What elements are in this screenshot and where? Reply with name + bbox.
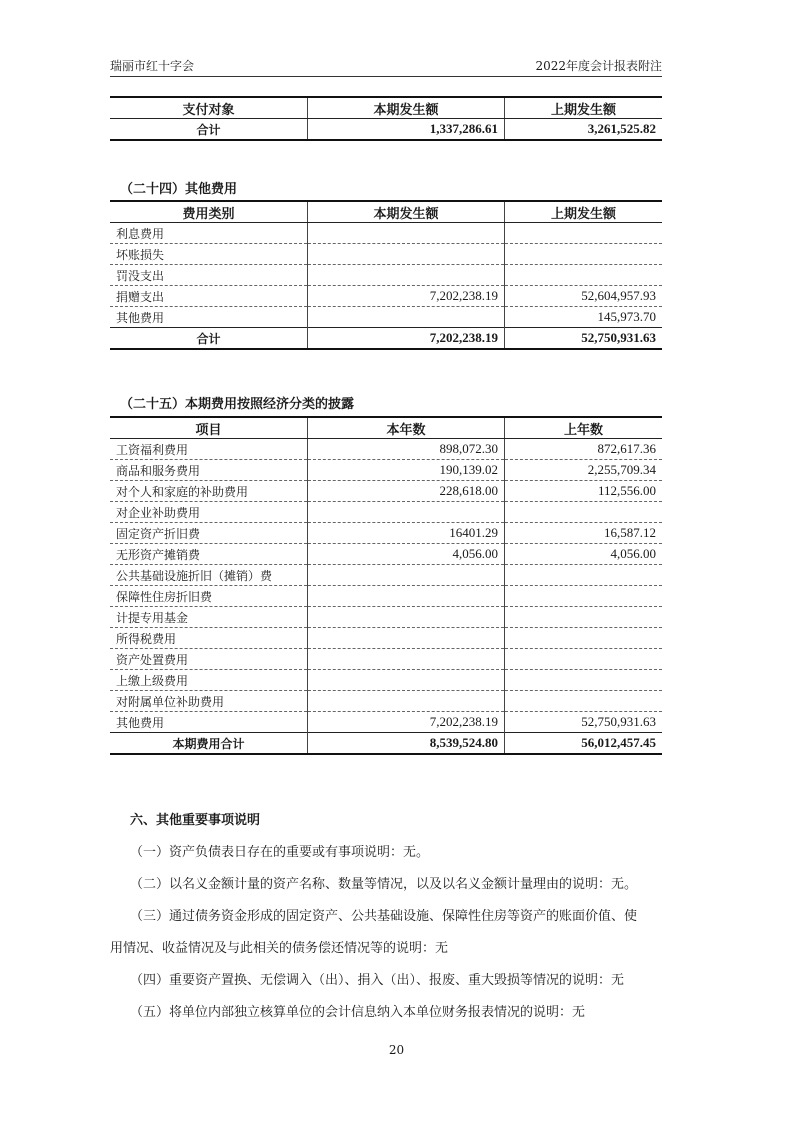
row-prior: [505, 244, 663, 265]
row-prior: [505, 691, 663, 712]
row-label: 捐赠支出: [110, 286, 308, 307]
column-header: 费用类别: [110, 201, 308, 223]
row-prior: 16,587.12: [505, 523, 663, 544]
row-current: [308, 502, 505, 523]
row-current: [308, 265, 505, 286]
table-row: [110, 712, 662, 733]
row-current: [308, 565, 505, 586]
total-prior: 3,261,525.82: [505, 119, 663, 141]
row-label: 对附属单位补助费用: [110, 691, 308, 712]
table-row: [110, 286, 662, 307]
column-header: 本期发生额: [308, 201, 505, 223]
row-current: [308, 244, 505, 265]
row-label: 上缴上级费用: [110, 670, 308, 691]
section-25-title: （二十五）本期费用按照经济分类的披露: [120, 397, 355, 412]
section-24-title: （二十四）其他费用: [120, 182, 238, 197]
total-current: 8,539,524.80: [308, 733, 505, 755]
row-label: 对个人和家庭的补助费用: [110, 481, 308, 502]
total-current: 1,337,286.61: [308, 119, 505, 141]
row-label: 保障性住房折旧费: [110, 586, 308, 607]
row-current: 16401.29: [308, 523, 505, 544]
row-label: 商品和服务费用: [110, 460, 308, 481]
note-item: （四）重要资产置换、无偿调入（出）、捐入（出）、报废、重大毁损等情况的说明：无: [130, 973, 625, 988]
total-label: 本期费用合计: [110, 733, 308, 755]
row-current: 4,056.00: [308, 544, 505, 565]
row-current: 7,202,238.19: [308, 712, 505, 733]
row-current: [308, 223, 505, 244]
row-prior: 4,056.00: [505, 544, 663, 565]
row-label: 坏账损失: [110, 244, 308, 265]
row-label: 罚没支出: [110, 265, 308, 286]
note-item: （一）资产负债表日存在的重要或有事项说明：无。: [130, 845, 430, 860]
column-header: 上期发生额: [505, 97, 663, 119]
row-prior: [505, 649, 663, 670]
row-label: 资产处置费用: [110, 649, 308, 670]
table-row: [110, 565, 662, 586]
row-prior: [505, 670, 663, 691]
row-label: 计提专用基金: [110, 607, 308, 628]
row-label: 无形资产摊销费: [110, 544, 308, 565]
row-current: 898,072.30: [308, 439, 505, 460]
row-prior: [505, 502, 663, 523]
column-header: 本期发生额: [308, 97, 505, 119]
column-header: 本年数: [308, 417, 505, 439]
note-item: （二）以名义金额计量的资产名称、数量等情况，以及以名义金额计量理由的说明：无。: [130, 877, 638, 892]
note-item: （五）将单位内部独立核算单位的会计信息纳入本单位财务报表情况的说明：无: [130, 1005, 586, 1020]
table-total-row: [110, 119, 662, 141]
row-prior: [505, 223, 663, 244]
row-label: 其他费用: [110, 712, 308, 733]
economic-classification-table: [110, 416, 662, 755]
row-current: 190,139.02: [308, 460, 505, 481]
row-prior: [505, 565, 663, 586]
table-row: [110, 523, 662, 544]
column-header: 项目: [110, 417, 308, 439]
table-total-row: [110, 328, 662, 350]
row-prior: [505, 265, 663, 286]
table-total-row: [110, 733, 662, 755]
row-prior: 872,617.36: [505, 439, 663, 460]
row-current: [308, 607, 505, 628]
row-prior: 145,973.70: [505, 307, 663, 328]
row-prior: 52,604,957.93: [505, 286, 663, 307]
row-current: [308, 586, 505, 607]
row-prior: 52,750,931.63: [505, 712, 663, 733]
row-current: [308, 307, 505, 328]
row-label: 对企业补助费用: [110, 502, 308, 523]
note-item: （三）通过债务资金形成的固定资产、公共基础设施、保障性住房等资产的账面价值、使: [130, 909, 638, 924]
row-prior: 2,255,709.34: [505, 460, 663, 481]
total-prior: 52,750,931.63: [505, 328, 663, 350]
table-row: [110, 439, 662, 460]
column-header: 上期发生额: [505, 201, 663, 223]
row-current: [308, 691, 505, 712]
row-current: [308, 649, 505, 670]
row-current: 7,202,238.19: [308, 286, 505, 307]
total-label: 合计: [110, 328, 308, 350]
total-label: 合计: [110, 119, 308, 141]
row-prior: 112,556.00: [505, 481, 663, 502]
column-header: 支付对象: [110, 97, 308, 119]
row-current: [308, 628, 505, 649]
row-label: 工资福利费用: [110, 439, 308, 460]
payment-recipient-table: [110, 96, 662, 141]
row-label: 利息费用: [110, 223, 308, 244]
row-prior: [505, 586, 663, 607]
table-row: [110, 460, 662, 481]
table-row: [110, 244, 662, 265]
header-organization: 瑞丽市红十字会: [110, 59, 195, 73]
row-current: 228,618.00: [308, 481, 505, 502]
table-row: [110, 481, 662, 502]
table-row: [110, 223, 662, 244]
row-label: 其他费用: [110, 307, 308, 328]
table-row: [110, 670, 662, 691]
column-header: 上年数: [505, 417, 663, 439]
table-row: [110, 502, 662, 523]
table-row: [110, 628, 662, 649]
note-item-continuation: 用情况、收益情况及与此相关的债务偿还情况等的说明：无: [110, 941, 449, 956]
notes-heading: 六、其他重要事项说明: [130, 813, 261, 828]
row-label: 公共基础设施折旧（摊销）费: [110, 565, 308, 586]
table-row: [110, 586, 662, 607]
row-label: 所得税费用: [110, 628, 308, 649]
total-current: 7,202,238.19: [308, 328, 505, 350]
header-document-title: 2022年度会计报表附注: [535, 59, 662, 73]
table-row: [110, 691, 662, 712]
row-label: 固定资产折旧费: [110, 523, 308, 544]
table-row: [110, 307, 662, 328]
row-current: [308, 670, 505, 691]
page-number: 20: [388, 1043, 405, 1057]
row-prior: [505, 628, 663, 649]
table-row: [110, 649, 662, 670]
other-expenses-table: [110, 200, 662, 350]
page-header: [110, 54, 662, 77]
total-prior: 56,012,457.45: [505, 733, 663, 755]
row-prior: [505, 607, 663, 628]
table-row: [110, 544, 662, 565]
table-row: [110, 265, 662, 286]
table-row: [110, 607, 662, 628]
